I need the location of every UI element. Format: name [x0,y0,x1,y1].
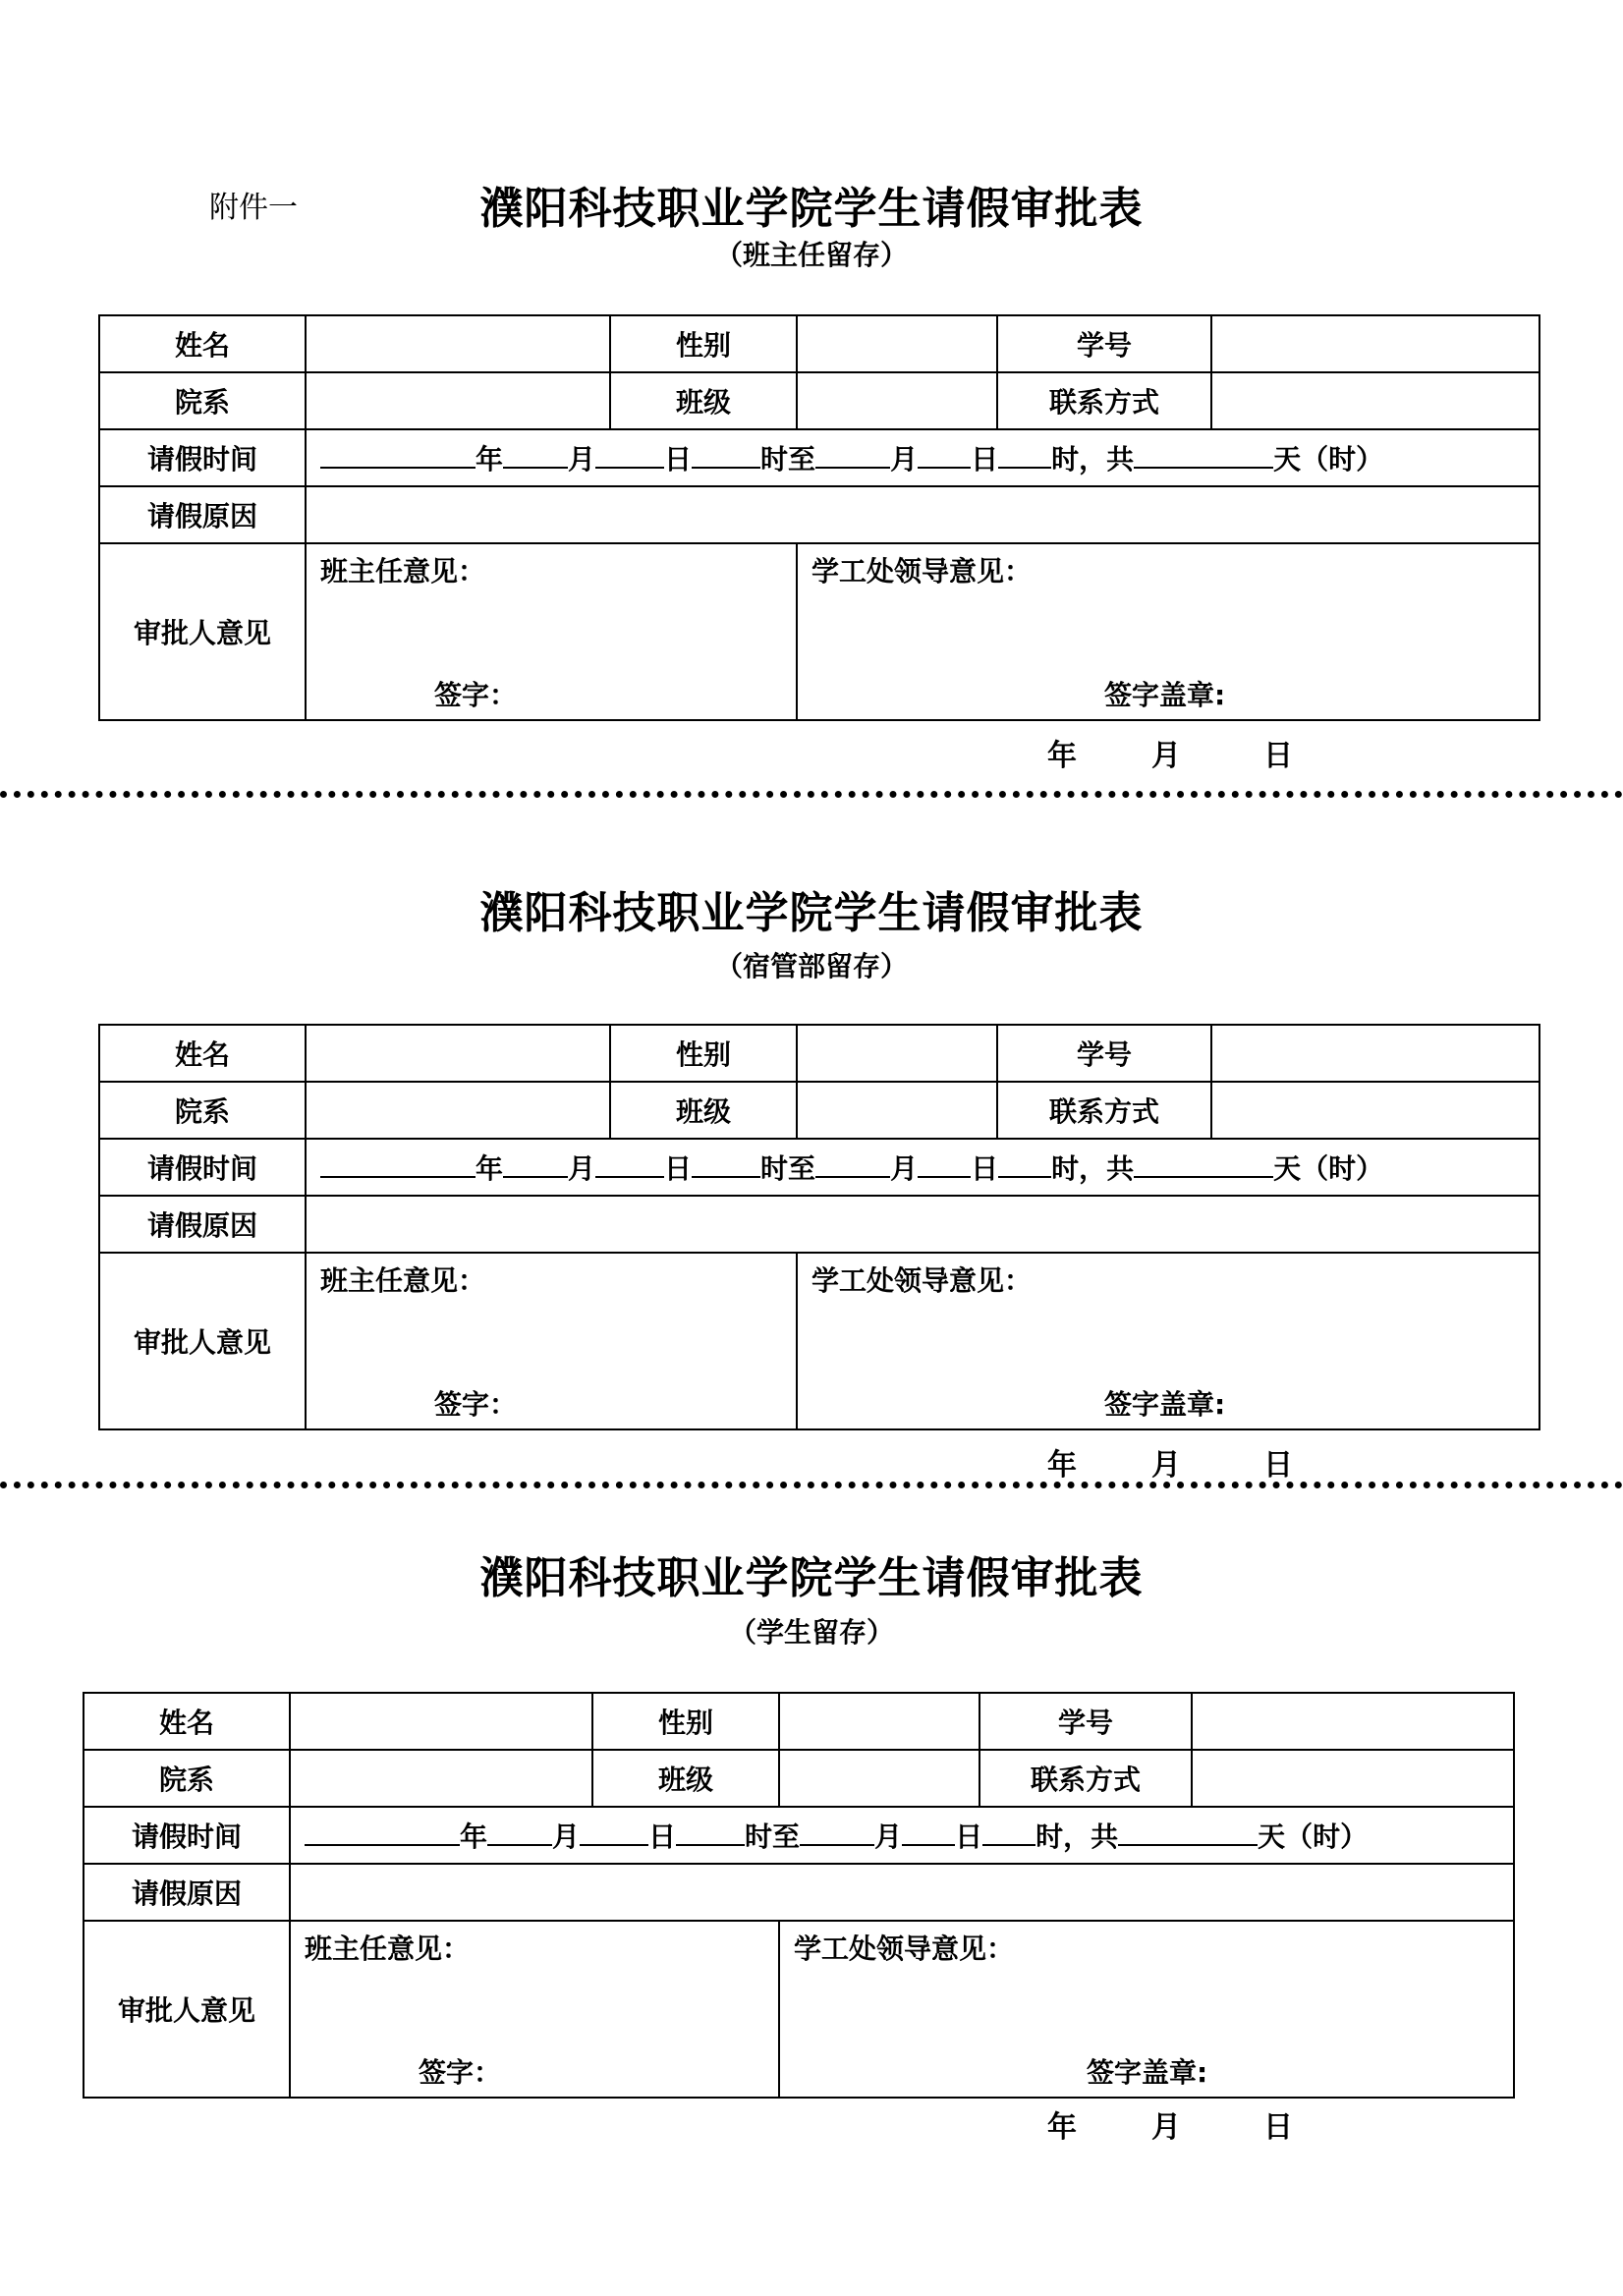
hour-total-unit: 时，共 [1051,443,1135,476]
contact-field[interactable] [1211,372,1539,429]
class-teacher-opinion-box[interactable] [306,1253,797,1429]
month-unit: 月 [568,1152,596,1185]
student-affairs-opinion-box[interactable] [779,1921,1514,2098]
hour-to-unit: 时至 [760,1152,816,1185]
class-label: 班级 [592,1750,779,1807]
date-month: 月 [1151,739,1181,773]
gender-field[interactable] [797,315,997,372]
student-id-label: 学号 [979,1693,1192,1750]
contact-label: 联系方式 [979,1750,1192,1807]
month-unit: 月 [874,1820,903,1853]
blank-line[interactable] [595,441,664,469]
class-teacher-opinion-box[interactable] [306,543,797,720]
department-field[interactable] [306,372,610,429]
date-month: 月 [1151,1448,1181,1483]
date-day: 日 [1263,1448,1293,1483]
class-field[interactable] [797,1082,997,1139]
contact-field[interactable] [1211,1082,1539,1139]
leave-form-table [98,314,1540,721]
day-unit: 日 [955,1820,983,1853]
contact-label: 联系方式 [997,1082,1211,1139]
cut-line-divider [0,1482,1623,1488]
leave-time-field[interactable] [290,1807,1514,1864]
leave-reason-field[interactable] [290,1864,1514,1921]
days-hours-unit: 天（时） [1273,443,1384,476]
student-affairs-opinion-label: 学工处领导意见： [794,1932,1015,1965]
leave-reason-label: 请假原因 [99,1196,306,1253]
day-unit: 日 [971,443,999,476]
year-unit: 年 [476,443,504,476]
signature-label: 签字： [434,1388,518,1421]
days-hours-unit: 天（时） [1273,1152,1384,1185]
student-id-label: 学号 [997,315,1211,372]
class-teacher-opinion-box[interactable] [290,1921,779,2098]
date-year: 年 [1047,2110,1077,2145]
signature-seal-label: 签字盖章: [1104,1388,1226,1421]
month-unit: 月 [890,1152,919,1185]
date-day: 日 [1263,739,1293,773]
blank-line[interactable] [918,441,971,469]
form-subtitle: （学生留存） [728,1616,894,1649]
leave-reason-label: 请假原因 [99,486,306,543]
day-unit: 日 [971,1152,999,1185]
name-field[interactable] [290,1693,592,1750]
blank-line[interactable] [595,1150,664,1178]
blank-line[interactable] [503,441,568,469]
blank-line[interactable] [1118,1819,1258,1846]
month-unit: 月 [552,1820,581,1853]
date-year: 年 [1047,1448,1077,1483]
leave-time-label: 请假时间 [99,429,306,486]
leave-reason-field[interactable] [306,1196,1539,1253]
name-label: 姓名 [84,1693,290,1750]
blank-line[interactable] [982,1819,1035,1846]
name-field[interactable] [306,1025,610,1082]
blank-line[interactable] [320,1150,476,1178]
signature-label: 签字： [419,2056,502,2089]
year-unit: 年 [476,1152,504,1185]
leave-reason-field[interactable] [306,486,1539,543]
leave-time-field[interactable] [306,429,1539,486]
hour-to-unit: 时至 [745,1820,801,1853]
blank-line[interactable] [800,1819,874,1846]
day-unit: 日 [664,443,693,476]
blank-line[interactable] [676,1819,745,1846]
date-line [0,731,1623,773]
class-label: 班级 [610,372,797,429]
department-label: 院系 [84,1750,290,1807]
attachment-label: 附件一 [209,191,298,225]
approver-opinion-label: 审批人意见 [84,1921,290,2098]
class-field[interactable] [797,372,997,429]
day-unit: 日 [648,1820,677,1853]
gender-label: 性别 [610,1025,797,1082]
blank-line[interactable] [580,1819,648,1846]
gender-field[interactable] [797,1025,997,1082]
contact-field[interactable] [1192,1750,1514,1807]
cut-line-divider [0,791,1623,798]
leave-time-label: 请假时间 [84,1807,290,1864]
day-unit: 日 [664,1152,693,1185]
student-id-field[interactable] [1211,315,1539,372]
blank-line[interactable] [918,1150,971,1178]
form-title: 濮阳科技职业学院学生请假审批表 [479,1553,1144,1603]
blank-line[interactable] [487,1819,552,1846]
student-affairs-opinion-label: 学工处领导意见： [812,555,1033,588]
student-affairs-opinion-box[interactable] [797,1253,1539,1429]
signature-label: 签字： [434,679,518,711]
date-month: 月 [1151,2110,1181,2145]
blank-line[interactable] [815,1150,890,1178]
leave-reason-label: 请假原因 [84,1864,290,1921]
class-field[interactable] [779,1750,979,1807]
date-year: 年 [1047,739,1077,773]
blank-line[interactable] [902,1819,955,1846]
blank-line[interactable] [503,1150,568,1178]
student-id-field[interactable] [1192,1693,1514,1750]
student-id-label: 学号 [997,1025,1211,1082]
date-line [0,2102,1623,2145]
date-line [0,1440,1623,1483]
blank-line[interactable] [1134,1150,1273,1178]
form-title: 濮阳科技职业学院学生请假审批表 [479,888,1144,938]
form-subtitle: （班主任留存） [714,239,908,271]
days-hours-unit: 天（时） [1258,1820,1369,1853]
form-title: 濮阳科技职业学院学生请假审批表 [479,184,1144,234]
blank-line[interactable] [998,441,1051,469]
department-field[interactable] [306,1082,610,1139]
blank-line[interactable] [320,441,476,469]
year-unit: 年 [460,1820,488,1853]
blank-line[interactable] [1134,441,1273,469]
blank-line[interactable] [815,441,890,469]
department-label: 院系 [99,372,306,429]
blank-line[interactable] [692,1150,760,1178]
name-field[interactable] [306,315,610,372]
gender-label: 性别 [610,315,797,372]
hour-total-unit: 时，共 [1035,1820,1119,1853]
blank-line[interactable] [305,1819,460,1846]
signature-seal-label: 签字盖章: [1104,679,1226,711]
student-id-field[interactable] [1211,1025,1539,1082]
gender-label: 性别 [592,1693,779,1750]
leave-form-table [98,1024,1540,1430]
contact-label: 联系方式 [997,372,1211,429]
blank-line[interactable] [692,441,760,469]
leave-time-field[interactable] [306,1139,1539,1196]
student-affairs-opinion-box[interactable] [797,543,1539,720]
blank-line[interactable] [998,1150,1051,1178]
hour-total-unit: 时，共 [1051,1152,1135,1185]
approver-opinion-label: 审批人意见 [99,543,306,720]
department-field[interactable] [290,1750,592,1807]
form-subtitle: （宿管部留存） [714,950,908,982]
name-label: 姓名 [99,1025,306,1082]
student-affairs-opinion-label: 学工处领导意见： [812,1264,1033,1297]
hour-to-unit: 时至 [760,443,816,476]
class-teacher-opinion-label: 班主任意见： [320,555,486,588]
gender-field[interactable] [779,1693,979,1750]
name-label: 姓名 [99,315,306,372]
leave-form-table [83,1692,1515,2099]
month-unit: 月 [890,443,919,476]
department-label: 院系 [99,1082,306,1139]
class-teacher-opinion-label: 班主任意见： [305,1932,471,1965]
class-label: 班级 [610,1082,797,1139]
month-unit: 月 [568,443,596,476]
approver-opinion-label: 审批人意见 [99,1253,306,1429]
leave-time-label: 请假时间 [99,1139,306,1196]
signature-seal-label: 签字盖章: [1087,2056,1208,2089]
date-day: 日 [1263,2110,1293,2145]
class-teacher-opinion-label: 班主任意见： [320,1264,486,1297]
